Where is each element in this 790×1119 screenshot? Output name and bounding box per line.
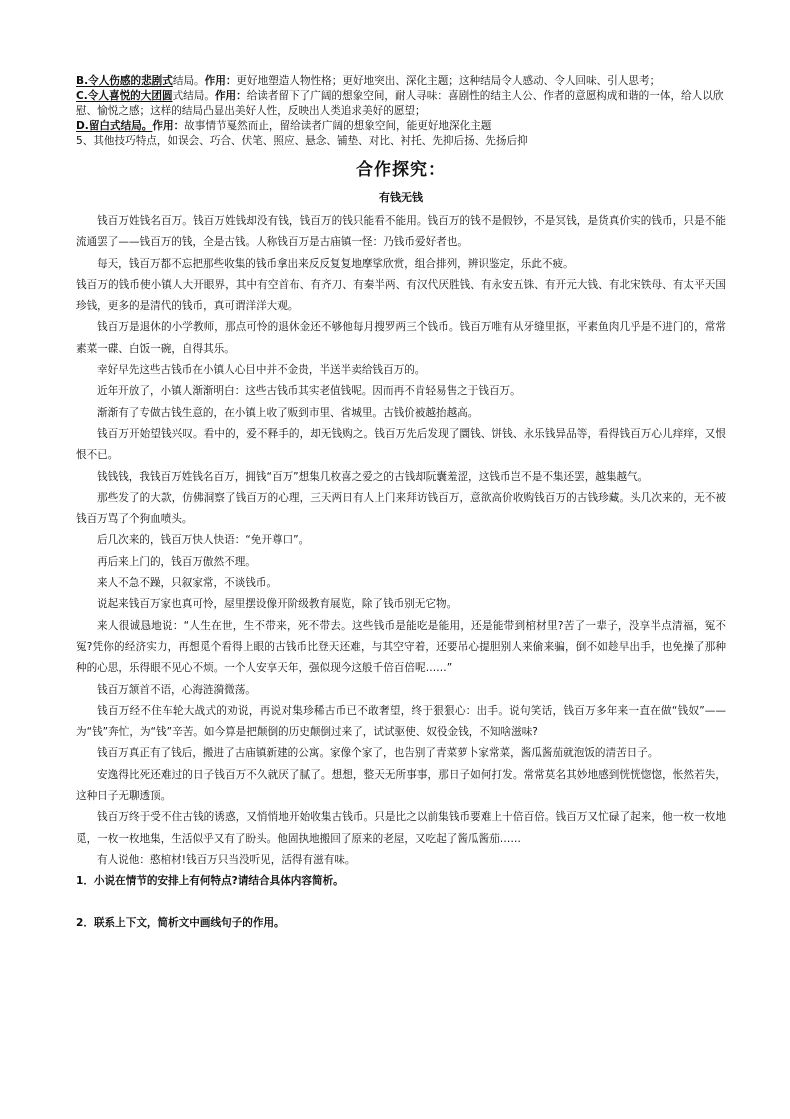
story-paragraph: 那些发了的大款，仿佛洞察了钱百万的心理，三天两日有人上门来拜访钱百万，意欲高价收购钱百万的古钱珍藏。头几次来的，无不被钱百万骂了个狗血喷头。 (76, 491, 726, 526)
story-paragraph: 钱百万经不住车轮大战式的劝说，再说对集珍稀古币已不敢奢望，终于狠狠心：出手。说句笑话，钱百万多年来一直在做“钱奴”——为“钱”奔忙，为“钱”辛苦。如今算是把颠倒的历史颠倒过来了，试试驱使、奴役金钱，不知啥滋味? (76, 704, 726, 739)
item-c-suffix: 式结局。 (172, 90, 215, 102)
story-paragraph: 来人不急不躁，只叙家常，不谈钱币。 (97, 577, 278, 590)
story-paragraph: 有人说他：憨棺材!钱百万只当没听见，活得有滋有味。 (97, 853, 356, 866)
story-paragraph: 钱百万姓钱名百万。钱百万姓钱却没有钱，钱百万的钱只能看不能用。钱百万的钱不是假钞，不是冥钱，是货真价实的钱币，只是不能流通罢了——钱百万的钱，全是古钱。人称钱百万是古庙镇一怪：乃钱币爱好者也。 (76, 215, 726, 249)
item-five: 5、其他技巧特点，如误会、巧合、伏笔、照应、悬念、铺垫、对比、衬托、先抑后扬、先扬后抑 (76, 135, 528, 147)
story-paragraph: 近年开放了，小镇人渐渐明白：这些古钱币其实老值钱呢。因而再不肯轻易售之于钱百万。 (97, 385, 521, 398)
item-b (76, 74, 726, 89)
story-paragraph: 钱百万颔首不语，心海涟漪微荡。 (97, 683, 256, 696)
story-paragraph: 钱钱钱，我钱百万姓钱名百万，拥钱“百万”想集几枚喜之爱之的古钱却阮囊羞涩，这钱币岂不是不集还罢，越集越气。 (97, 470, 649, 483)
section-title: 合作探究： (356, 160, 446, 180)
story-paragraph: 钱百万真正有了钱后，搬进了古庙镇新建的公寓。家像个家了，也告别了青菜萝卜家常菜，酱瓜酱茄就泡饭的清苦日子。 (97, 747, 659, 760)
item-d (76, 119, 726, 134)
item-d-effect-label: 作用： (152, 120, 185, 132)
story-paragraph: 钱百万开始望钱兴叹。看中的，爱不释手的，却无钱购之。钱百万先后发现了圜钱、饼钱、永乐钱异品等，看得钱百万心儿痒痒，又恨恨不已。 (76, 427, 726, 462)
item-d-text: 故事情节戛然而止，留给读者广阔的想象空间，能更好地深化主题 (184, 120, 492, 132)
item-b-suffix: 结局。 (172, 75, 205, 87)
story-paragraph: 钱百万终于受不住古钱的诱惑，又悄悄地开始收集古钱币。只是比之以前集钱币要难上十倍百倍。钱百万又忙碌了起来，他一枚一枚地觅，一枚一枚地集，生活似乎又有了盼头。他固执地搬回了原来的老屋，又吃起了酱瓜酱茄…… (76, 811, 726, 845)
story-paragraph: 钱百万的钱币使小镇人大开眼界，其中有空首布、有齐刀、有秦半两、有汉代厌胜钱、有永安五铢、有开元大钱、有北宋铁母、有太平天国珍钱，更多的是清代的钱币，真可谓洋洋大观。 (76, 278, 726, 313)
story-paragraph: 每天，钱百万都不忘把那些收集的钱币拿出来反反复复地摩挲欣赏，组合排列，辨识鉴定，乐此不疲。 (97, 257, 574, 270)
story-paragraph: 再后来上门的，钱百万傲然不理。 (97, 555, 256, 568)
question-1: 1．小说在情节的安排上有何特点?请结合具体内容简析。 (76, 875, 344, 888)
item-b-label: B.令人伤感的悲剧式 (76, 75, 173, 87)
story-paragraph: 说起来钱百万家也真可怜，屋里摆设像开阶级教育展览，除了钱币别无它物。 (97, 598, 458, 611)
story-paragraph: 后几次来的，钱百万快人快语：“免开尊口”。 (97, 534, 310, 547)
item-d-label: D.留白式结局。 (76, 120, 153, 132)
item-b-text: 更好地塑造人物性格；更好地突出、深化主题；这种结局令人感动、令人回味、引人思考； (236, 75, 661, 87)
item-c-label: C.令人喜悦的大团圆 (76, 90, 173, 102)
story-title: 有钱无钱 (379, 191, 423, 204)
item-c (76, 89, 726, 119)
item-c-effect-label: 作用： (214, 90, 247, 102)
story-paragraph: 来人很诚恳地说：“人生在世，生不带来，死不带去。这些钱币是能吃是能用，还是能带到棺材里?苦了一辈子，没享半点清福，冤不冤?凭你的经济实力，再想觅个看得上眼的古钱币比登天还难，与其空守着，还要吊心提胆别人来偷来骗，倒不如趁早出手，也免操了那种种的心思，乐得眼不见心不烦。一个人安享天年，强似现今这般千倍百倍呢……” (76, 619, 726, 675)
document-page (76, 74, 726, 931)
story-paragraph: 幸好早先这些古钱币在小镇人心目中并不金贵，半送半卖给钱百万的。 (97, 364, 426, 377)
story-paragraph: 渐渐有了专做古钱生意的，在小镇上收了贩到市里、省城里。古钱价被越抬越高。 (97, 406, 479, 419)
item-c-text: 给读者留下了广阔的想象空间，耐人寻味：喜剧性的结主人公、作者的意愿构成和谐的一体，给人以欣慰、愉悦之感；这样的结局凸显出美好人性，反映出人类追求美好的愿望； (76, 90, 724, 117)
item-b-effect-label: 作用： (204, 75, 237, 87)
story-paragraph: 钱百万是退休的小学教师，那点可怜的退休金还不够他每月搜罗两三个钱币。钱百万唯有从牙缝里抠，平素鱼肉几乎是不进门的，常常素菜一碟、白饭一碗，自得其乐。 (76, 321, 726, 355)
story-paragraph: 安逸得比死还难过的日子钱百万不久就厌了腻了。想想，整天无所事事，那日子如何打发。常常莫名其妙地感到恍恍惚惚，怅然若失，这种日子无聊透顶。 (76, 768, 726, 803)
question-2: 2．联系上下文，简析文中画线句子的作用。 (76, 917, 285, 930)
